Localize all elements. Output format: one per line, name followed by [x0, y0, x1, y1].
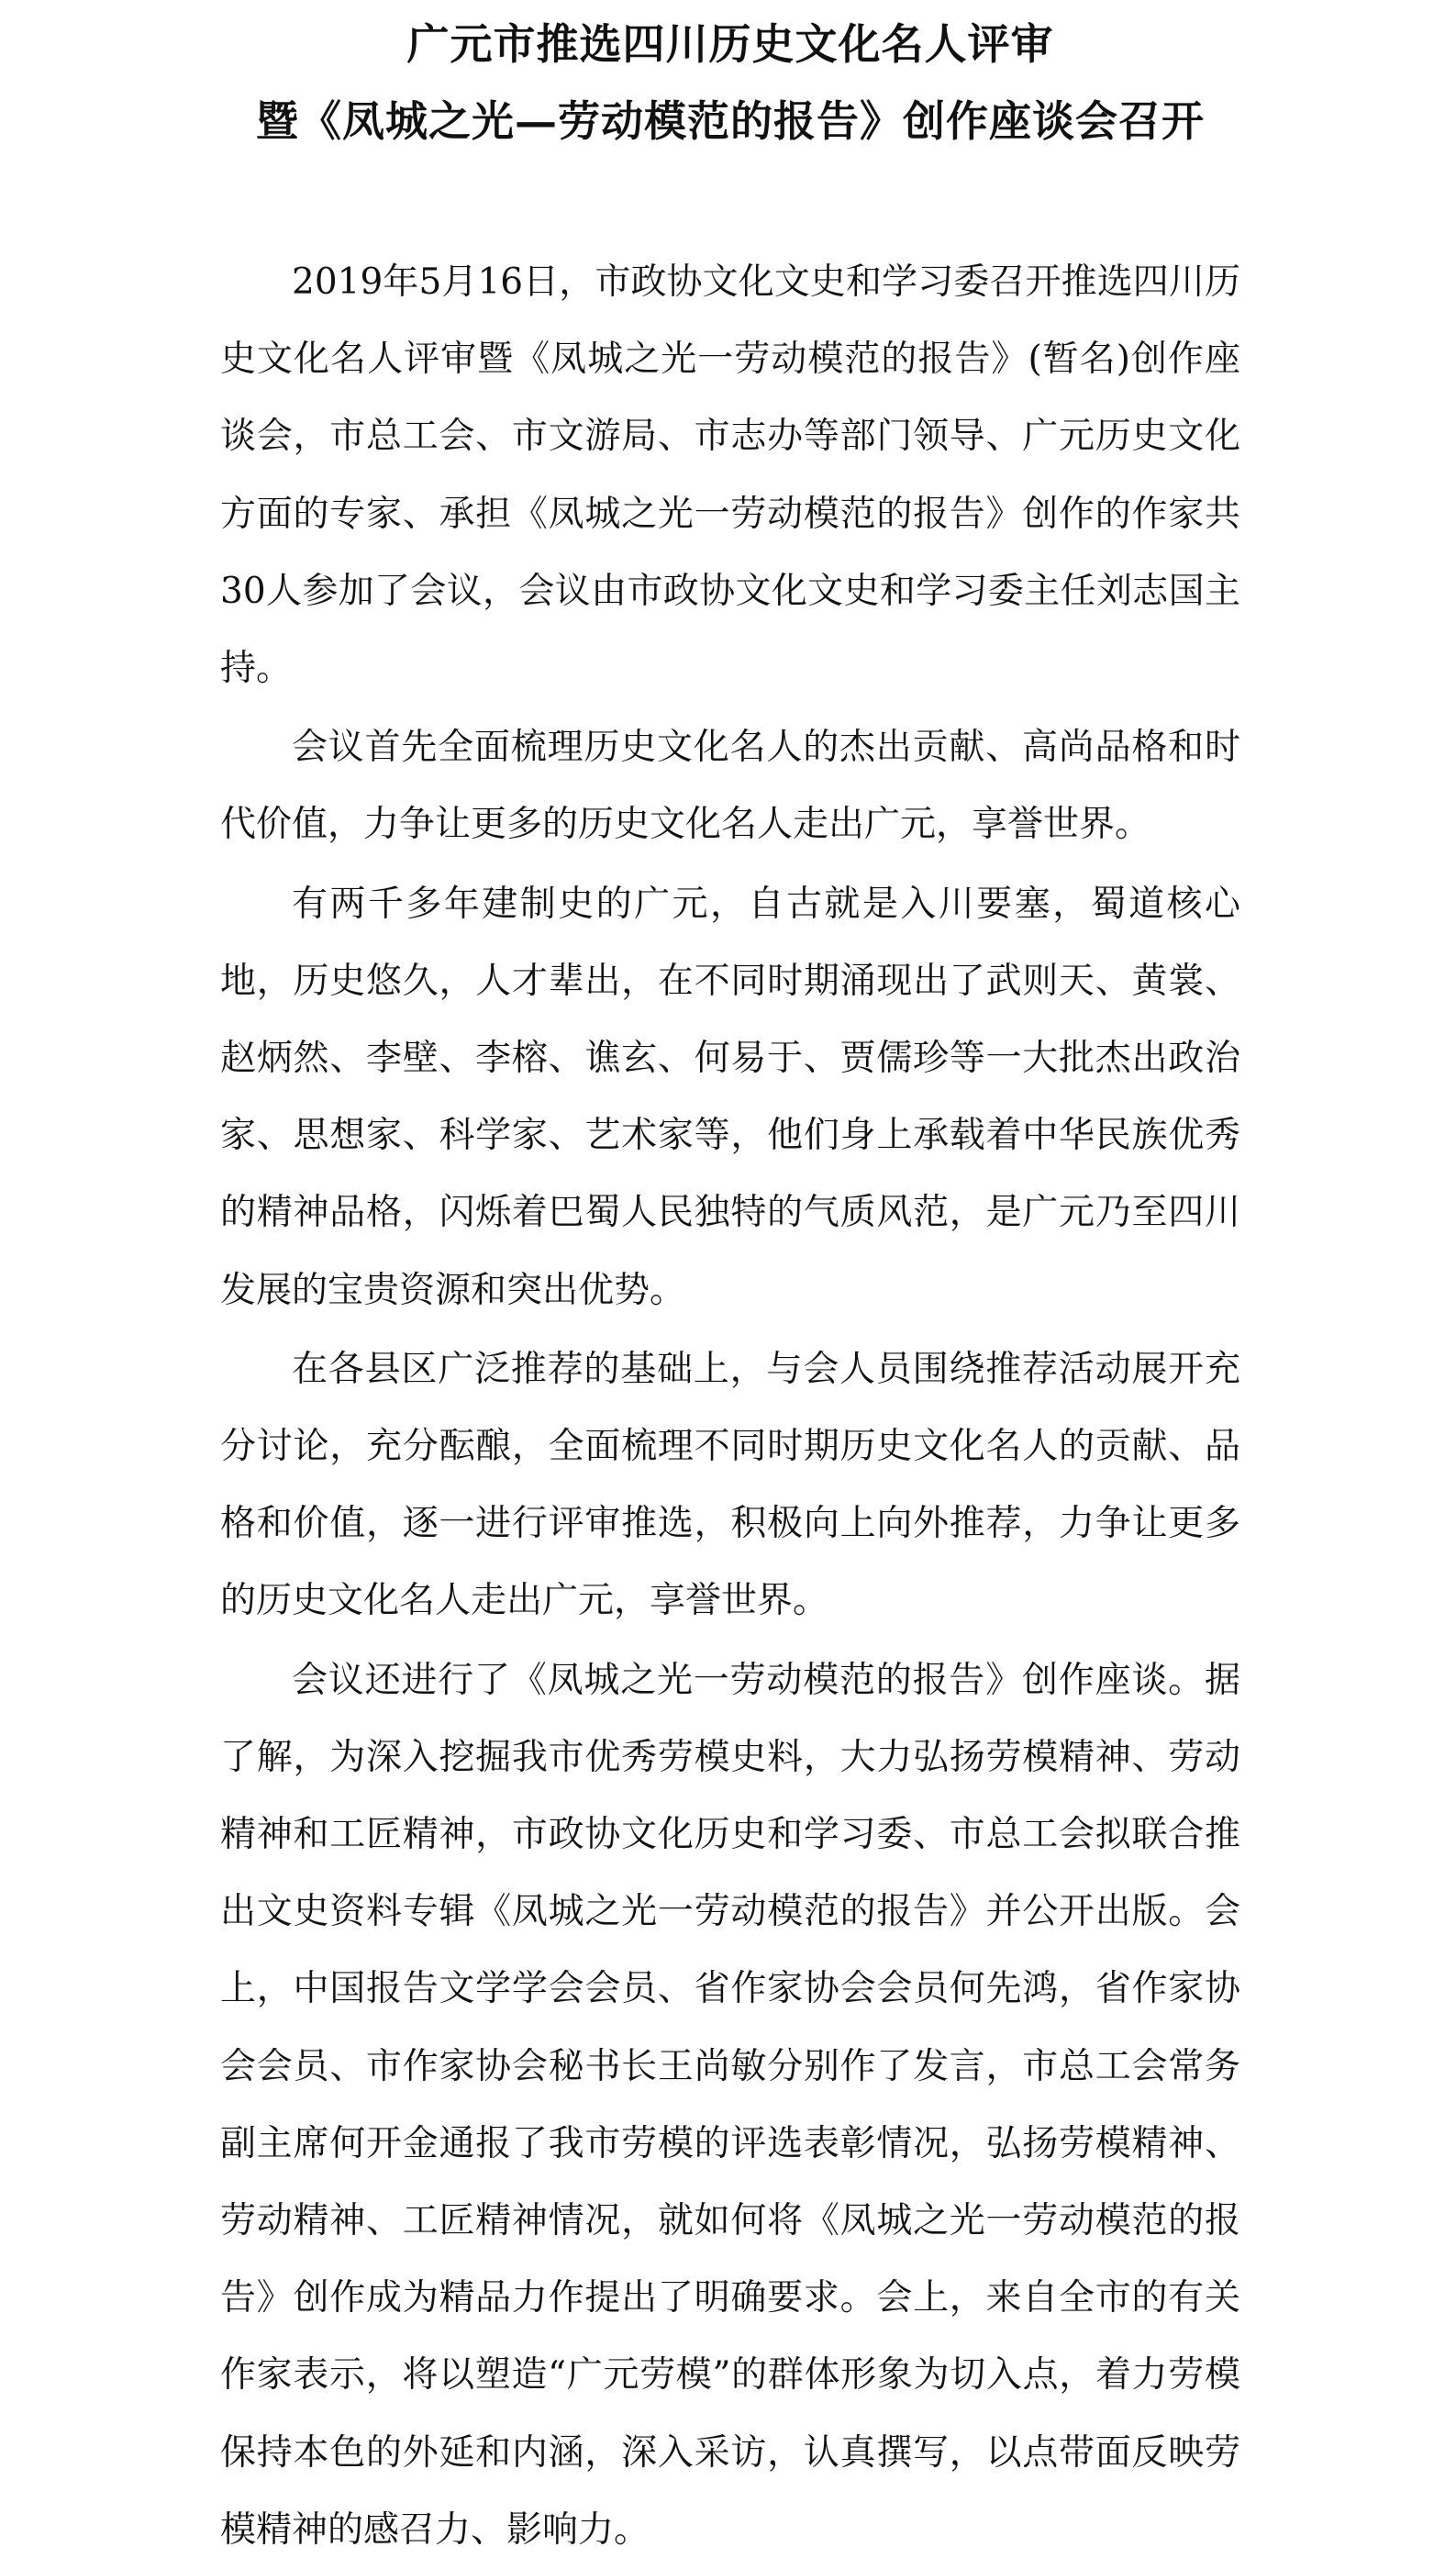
title-line-2: 暨《凤城之光—劳动模范的报告》创作座谈会召开 — [256, 96, 1205, 146]
paragraph-creation-discussion: 会议还进行了《凤城之光一劳动模范的报告》创作座谈。据了解，为深入挖掘我市优秀劳模史料，大力弘扬劳模精神、劳动精神和工匠精神，市政协文化历史和学习委、市总工会拟联合推出文史资料专辑《凤城之光一劳动模范的报告》并公开出版。会上，中国报告文学学会会员、省作家协会会员何先鸿，省作家协会会员、市作家协会秘书长王尚敏分别作了发言，市总工会常务副主席何开金通报了我市劳模的评选表彰情况，弘扬劳模精神、劳动精神、工匠精神情况，就如何将《凤城之光一劳动模范的报告》创作成为精品力作提出了明确要求。会上，来自全市的有关作家表示，将以塑造“广元劳模”的群体形象为切入点，着力劳模保持本色的外延和内涵，深入采访，认真撰写，以点带面反映劳模精神的感召力、影响力。 — [220, 1659, 1240, 2551]
document-body — [220, 244, 1240, 2569]
paragraph-meeting-goal: 会议首先全面梳理历史文化名人的杰出贡献、高尚品格和时代价值，力争让更多的历史文化名人走出广元，享誉世界。 — [220, 727, 1240, 846]
paragraph-guangyuan-history: 有两千多年建制史的广元，自古就是入川要塞，蜀道核心地，历史悠久，人才辈出，在不同时期涌现出了武则天、黄裳、赵炳然、李壁、李榕、谯玄、何易于、贾儒珍等一大批杰出政治家、思想家、科学家、艺术家等，他们身上承载着中华民族优秀的精神品格，闪烁着巴蜀人民独特的气质风范，是广元乃至四川发展的宝贵资源和突出优势。 — [220, 883, 1240, 1311]
title-line-1: 广元市推选四川历史文化名人评审 — [406, 19, 1054, 69]
document-title — [220, 0, 1240, 160]
paragraph-recommendation-review: 在各县区广泛推荐的基础上，与会人员围绕推荐活动展开充分讨论，充分酝酿，全面梳理不同时期历史文化名人的贡献、品格和价值，逐一进行评审推选，积极向上向外推荐，力争让更多的历史文化名人走出广元，享誉世界。 — [220, 1348, 1240, 1622]
paragraph-meeting-intro: 2019年5月16日，市政协文化文史和学习委召开推选四川历史文化名人评审暨《凤城之光一劳动模范的报告》(暂名)创作座谈会，市总工会、市文游局、市志办等部门领导、广元历史文化方面的专家、承担《凤城之光一劳动模范的报告》创作的作家共30人参加了会议，会议由市政协文化文史和学习委主任刘志国主持。 — [220, 261, 1240, 690]
